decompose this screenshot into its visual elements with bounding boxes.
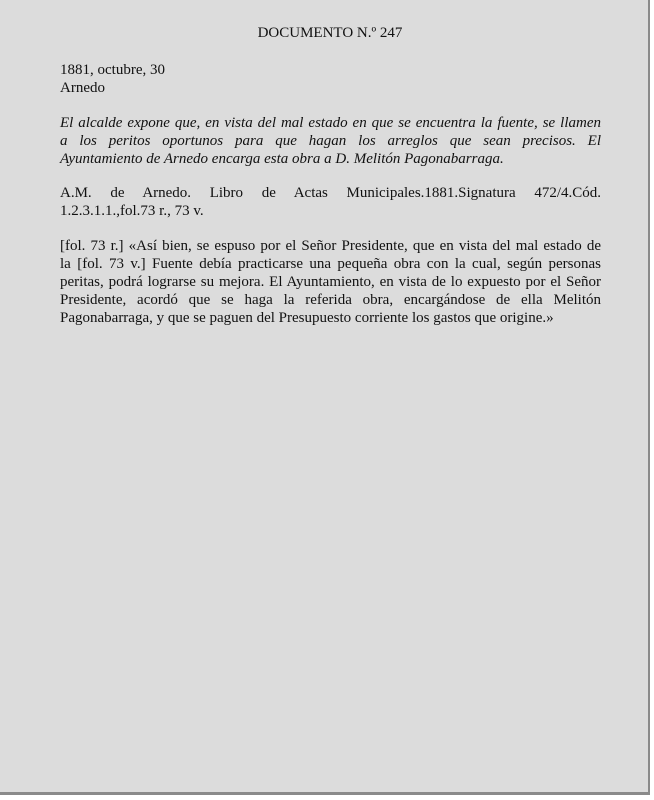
document-place: Arnedo bbox=[60, 80, 105, 96]
body-line: [fol. 73 r.] «Así bien, se espuso por el Señor Presidente, que en vista del mal estado de bbox=[60, 238, 601, 254]
source-line: 1.2.3.1.1.,fol.73 r., 73 v. bbox=[60, 203, 204, 219]
document-title: DOCUMENTO N.º 247 bbox=[257, 25, 403, 41]
summary-line: a los peritos oportunos para que hagan los arreglos que sean precisos. El bbox=[60, 133, 601, 149]
date-place-block bbox=[60, 61, 601, 97]
summary-line: El alcalde expone que, en vista del mal estado en que se encuentra la fuente, se llamen bbox=[60, 115, 601, 131]
summary-line: Ayuntamiento de Arnedo encarga esta obra a D. Melitón Pagonabarraga. bbox=[60, 151, 504, 167]
body-line: Presidente, acordó que se haga la referida obra, encargándose de ella Melitón bbox=[60, 292, 601, 308]
document-summary bbox=[60, 114, 601, 168]
body-line: peritas, podrá lograrse su mejora. El Ayuntamiento, en vista de lo expuesto por el Señor bbox=[60, 274, 601, 290]
document-date: 1881, octubre, 30 bbox=[60, 62, 165, 78]
body-line: la [fol. 73 v.] Fuente debía practicarse una pequeña obra con la cual, según personas bbox=[60, 256, 601, 272]
source-reference bbox=[60, 184, 601, 220]
source-line: A.M. de Arnedo. Libro de Actas Municipales.1881.Signatura 472/4.Cód. bbox=[60, 185, 601, 201]
body-line: Pagonabarraga, y que se paguen del Presupuesto corriente los gastos que origine.» bbox=[60, 310, 554, 326]
transcription-body bbox=[60, 237, 601, 327]
